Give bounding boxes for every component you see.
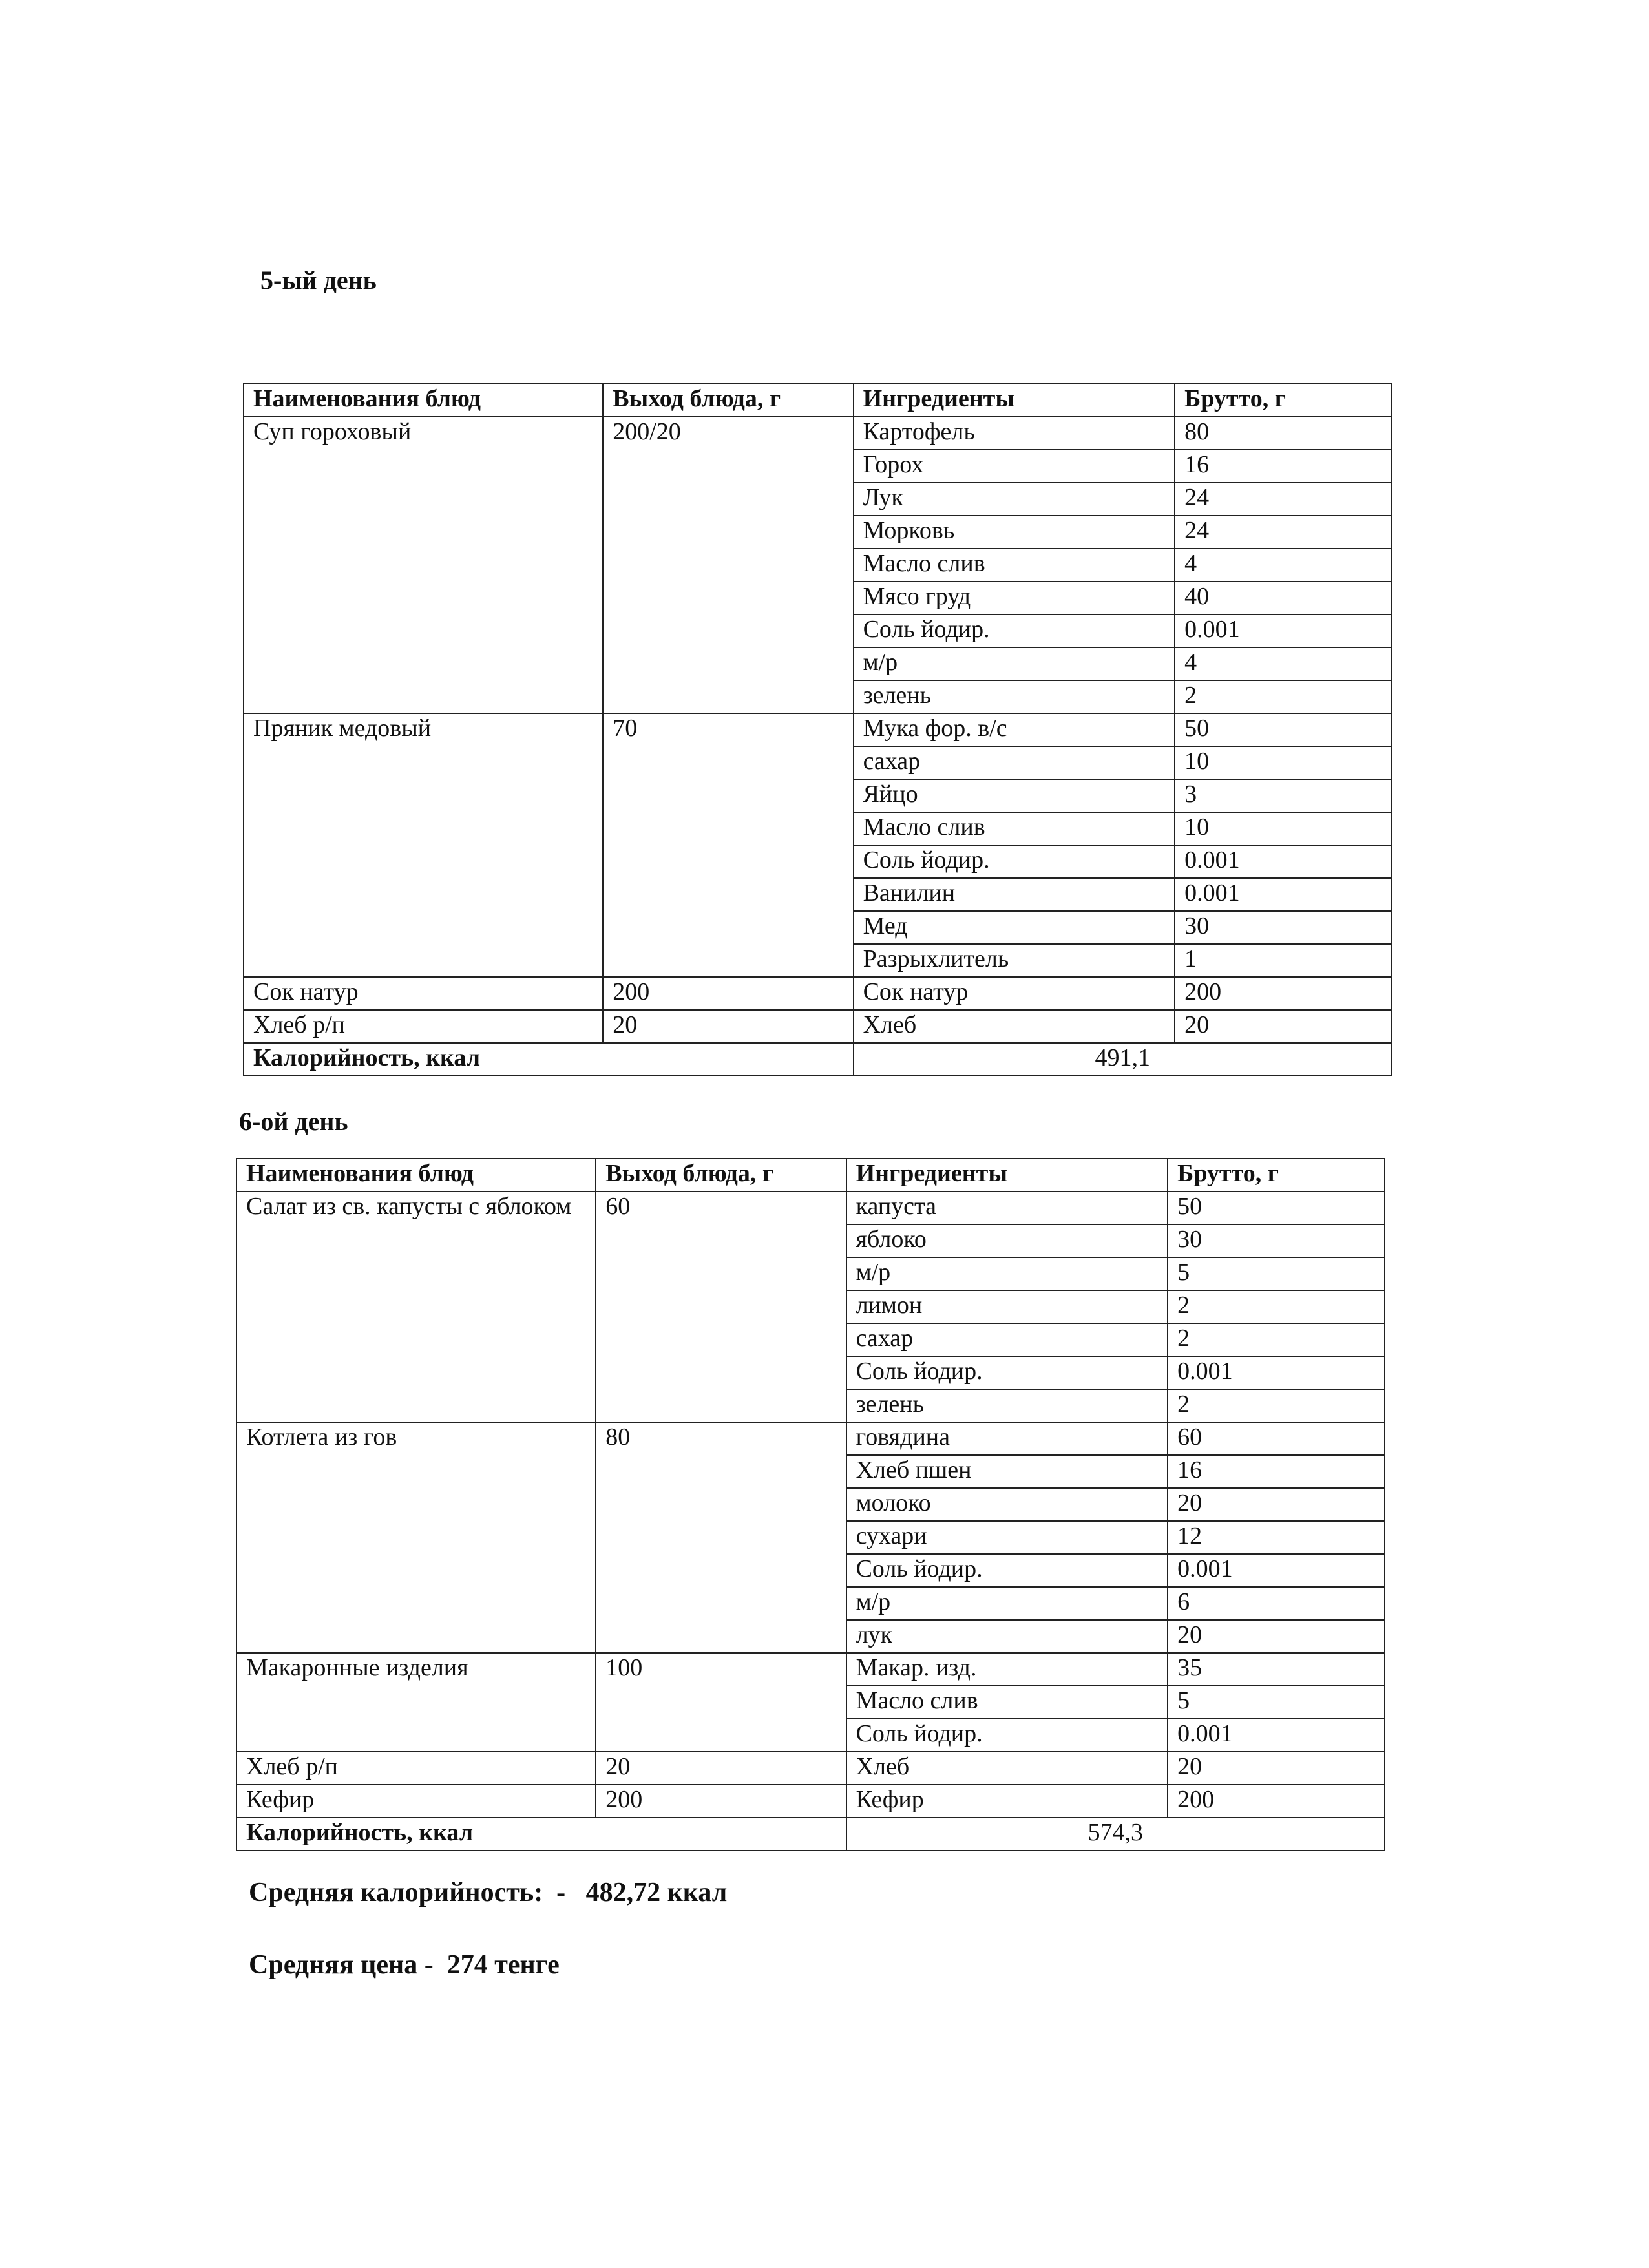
table-row xyxy=(236,1422,1385,1455)
ingredient-gross-weight: 2 xyxy=(1168,1389,1385,1422)
dish-name: Хлеб р/п xyxy=(244,1010,603,1043)
ingredient-name: Мед xyxy=(854,911,1175,944)
day-5-title: 5-ый день xyxy=(260,266,377,295)
ingredient-gross-weight: 20 xyxy=(1175,1010,1392,1043)
ingredient-gross-weight: 200 xyxy=(1175,977,1392,1010)
ingredient-name: Лук xyxy=(854,483,1175,516)
ingredient-name: Яйцо xyxy=(854,779,1175,812)
dish-yield: 70 xyxy=(603,713,853,977)
ingredient-name: м/р xyxy=(846,1257,1168,1290)
ingredient-name: Морковь xyxy=(854,516,1175,549)
ingredient-gross-weight: 0.001 xyxy=(1168,1356,1385,1389)
calorie-label: Калорийность, ккал xyxy=(244,1043,854,1076)
ingredient-name: Масло слив xyxy=(854,812,1175,845)
gross-weight-header: Брутто, г xyxy=(1168,1159,1385,1192)
gross-weight-header: Брутто, г xyxy=(1175,384,1392,417)
ingredient-name: Соль йодир. xyxy=(846,1554,1168,1587)
ingredient-gross-weight: 20 xyxy=(1168,1752,1385,1785)
day-6-title: 6-ой день xyxy=(239,1107,348,1136)
ingredient-gross-weight: 24 xyxy=(1175,483,1392,516)
ingredient-name: лук xyxy=(846,1620,1168,1653)
table-row xyxy=(244,1010,1392,1043)
ingredient-name: лимон xyxy=(846,1290,1168,1323)
ingredient-gross-weight: 1 xyxy=(1175,944,1392,977)
ingredient-gross-weight: 60 xyxy=(1168,1422,1385,1455)
ingredient-name: Соль йодир. xyxy=(846,1719,1168,1752)
ingredient-name: капуста xyxy=(846,1192,1168,1224)
ingredient-name: Горох xyxy=(854,450,1175,483)
ingredient-name: зелень xyxy=(854,680,1175,713)
yield-header: Выход блюда, г xyxy=(596,1159,846,1192)
dish-name: Кефир xyxy=(236,1785,596,1818)
ingredient-gross-weight: 16 xyxy=(1168,1455,1385,1488)
ingredients-header: Ингредиенты xyxy=(846,1159,1168,1192)
dish-name: Суп гороховый xyxy=(244,417,603,713)
calorie-row xyxy=(236,1818,1385,1851)
ingredient-gross-weight: 200 xyxy=(1168,1785,1385,1818)
ingredient-name: Мука фор. в/с xyxy=(854,713,1175,746)
table-row xyxy=(244,417,1392,450)
ingredient-name: м/р xyxy=(846,1587,1168,1620)
ingredient-gross-weight: 20 xyxy=(1168,1620,1385,1653)
dish-yield: 200/20 xyxy=(603,417,853,713)
dish-yield: 100 xyxy=(596,1653,846,1752)
ingredient-name: говядина xyxy=(846,1422,1168,1455)
dish-yield: 20 xyxy=(603,1010,853,1043)
ingredient-gross-weight: 50 xyxy=(1175,713,1392,746)
ingredient-gross-weight: 3 xyxy=(1175,779,1392,812)
ingredient-name: Хлеб xyxy=(854,1010,1175,1043)
dish-yield: 20 xyxy=(596,1752,846,1785)
calorie-row xyxy=(244,1043,1392,1076)
ingredient-name: сахар xyxy=(854,746,1175,779)
table-row xyxy=(236,1192,1385,1224)
ingredient-name: сухари xyxy=(846,1521,1168,1554)
dish-name: Сок натур xyxy=(244,977,603,1010)
ingredient-name: Кефир xyxy=(846,1785,1168,1818)
ingredient-gross-weight: 5 xyxy=(1168,1257,1385,1290)
table-row xyxy=(236,1785,1385,1818)
dish-name: Котлета из гов xyxy=(236,1422,596,1653)
average-calorie: Средняя калорийность: - 482,72 ккал xyxy=(249,1878,728,1907)
ingredient-name: Хлеб xyxy=(846,1752,1168,1785)
day-6-menu-table xyxy=(236,1158,1385,1851)
ingredient-gross-weight: 30 xyxy=(1168,1224,1385,1257)
ingredient-gross-weight: 50 xyxy=(1168,1192,1385,1224)
dish-name: Макаронные изделия xyxy=(236,1653,596,1752)
dish-name: Хлеб р/п xyxy=(236,1752,596,1785)
ingredient-name: Хлеб пшен xyxy=(846,1455,1168,1488)
dish-yield: 60 xyxy=(596,1192,846,1422)
table-row xyxy=(236,1653,1385,1686)
ingredient-gross-weight: 2 xyxy=(1168,1323,1385,1356)
ingredient-gross-weight: 0.001 xyxy=(1175,614,1392,647)
ingredients-header: Ингредиенты xyxy=(854,384,1175,417)
ingredient-gross-weight: 10 xyxy=(1175,746,1392,779)
table-header xyxy=(236,1159,1385,1192)
dish-name-header: Наименования блюд xyxy=(244,384,603,417)
ingredient-name: Разрыхлитель xyxy=(854,944,1175,977)
ingredient-gross-weight: 0.001 xyxy=(1175,878,1392,911)
ingredient-gross-weight: 40 xyxy=(1175,582,1392,614)
calorie-value: 574,3 xyxy=(846,1818,1385,1851)
average-price: Средняя цена - 274 тенге xyxy=(249,1950,560,1980)
ingredient-gross-weight: 35 xyxy=(1168,1653,1385,1686)
ingredient-gross-weight: 2 xyxy=(1168,1290,1385,1323)
table-row xyxy=(244,713,1392,746)
ingredient-gross-weight: 5 xyxy=(1168,1686,1385,1719)
ingredient-gross-weight: 0.001 xyxy=(1168,1554,1385,1587)
day-5-menu-table xyxy=(243,383,1392,1076)
ingredient-name: молоко xyxy=(846,1488,1168,1521)
dish-yield: 80 xyxy=(596,1422,846,1653)
ingredient-gross-weight: 4 xyxy=(1175,647,1392,680)
ingredient-name: Мясо груд xyxy=(854,582,1175,614)
ingredient-gross-weight: 4 xyxy=(1175,549,1392,582)
ingredient-name: Соль йодир. xyxy=(854,614,1175,647)
table-row xyxy=(244,977,1392,1010)
ingredient-gross-weight: 80 xyxy=(1175,417,1392,450)
ingredient-gross-weight: 16 xyxy=(1175,450,1392,483)
ingredient-gross-weight: 0.001 xyxy=(1175,845,1392,878)
ingredient-name: м/р xyxy=(854,647,1175,680)
ingredient-name: Ванилин xyxy=(854,878,1175,911)
dish-name: Салат из св. капусты с яблоком xyxy=(236,1192,596,1422)
calorie-value: 491,1 xyxy=(854,1043,1392,1076)
ingredient-name: Макар. изд. xyxy=(846,1653,1168,1686)
ingredient-name: яблоко xyxy=(846,1224,1168,1257)
ingredient-gross-weight: 0.001 xyxy=(1168,1719,1385,1752)
ingredient-gross-weight: 20 xyxy=(1168,1488,1385,1521)
ingredient-name: Картофель xyxy=(854,417,1175,450)
table-header xyxy=(244,384,1392,417)
ingredient-name: Соль йодир. xyxy=(846,1356,1168,1389)
ingredient-gross-weight: 10 xyxy=(1175,812,1392,845)
ingredient-gross-weight: 30 xyxy=(1175,911,1392,944)
dish-name: Пряник медовый xyxy=(244,713,603,977)
dish-yield: 200 xyxy=(603,977,853,1010)
ingredient-gross-weight: 12 xyxy=(1168,1521,1385,1554)
ingredient-name: Масло слив xyxy=(854,549,1175,582)
ingredient-name: зелень xyxy=(846,1389,1168,1422)
ingredient-name: Соль йодир. xyxy=(854,845,1175,878)
ingredient-name: Сок натур xyxy=(854,977,1175,1010)
calorie-label: Калорийность, ккал xyxy=(236,1818,846,1851)
dish-yield: 200 xyxy=(596,1785,846,1818)
yield-header: Выход блюда, г xyxy=(603,384,853,417)
ingredient-gross-weight: 6 xyxy=(1168,1587,1385,1620)
ingredient-gross-weight: 24 xyxy=(1175,516,1392,549)
ingredient-name: сахар xyxy=(846,1323,1168,1356)
ingredient-gross-weight: 2 xyxy=(1175,680,1392,713)
ingredient-name: Масло слив xyxy=(846,1686,1168,1719)
dish-name-header: Наименования блюд xyxy=(236,1159,596,1192)
table-row xyxy=(236,1752,1385,1785)
